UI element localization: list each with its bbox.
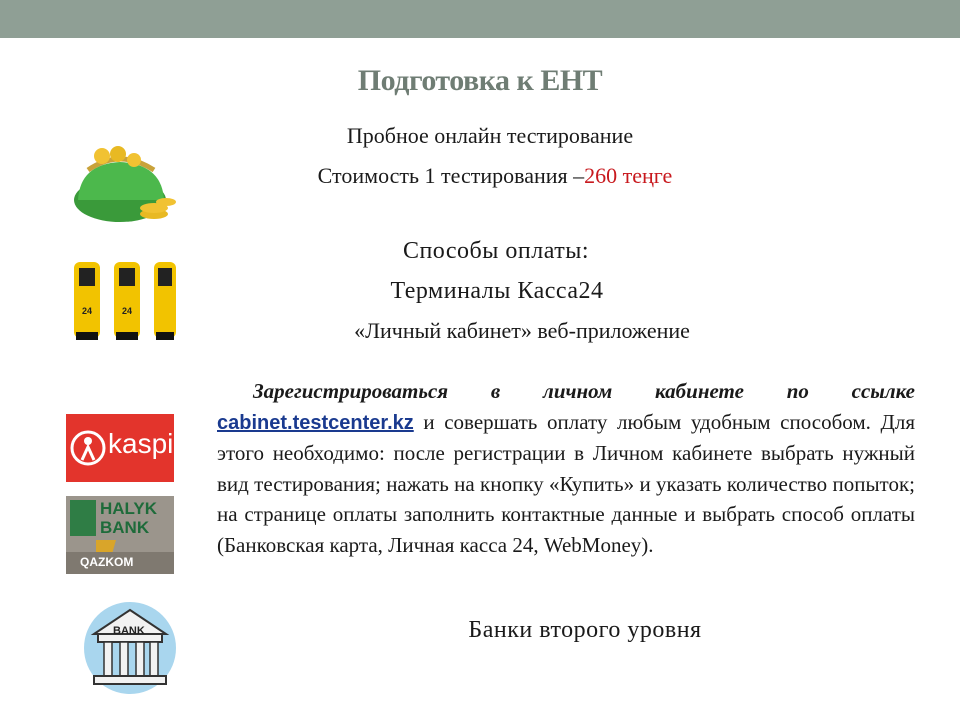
trial-text: Пробное онлайн тестирование bbox=[346, 123, 634, 148]
payment-heading: Способы оплаты: bbox=[402, 238, 590, 264]
cabinet-link[interactable]: cabinet.testcenter.kz bbox=[217, 411, 414, 434]
instructions-paragraph bbox=[217, 376, 915, 560]
top-band bbox=[0, 0, 960, 38]
svg-text:24: 24 bbox=[121, 306, 133, 316]
kaspi-wordmark: kaspi bbox=[108, 428, 174, 459]
slide-title: Подготовка к ЕНТ bbox=[357, 64, 603, 97]
instructions-body: и совершать оплату любым удобным способом. Для этого необходимо: после регистрации в Личном кабинете выбрать нужный вид тестирования; нажать на кнопку «Купить» и указать количество попыток; на странице оплаты заполнить контактные данные и выбрать способ оплаты (Банковская карта, Личная касса 24, WebMoney). bbox=[217, 409, 915, 557]
qazkom-wordmark: QAZKOM bbox=[80, 555, 134, 569]
bank-sign-text: BANK bbox=[113, 625, 145, 637]
instructions-lead: Зарегистрироваться в личном кабинете по ссылке bbox=[253, 379, 915, 403]
halyk-wordmark: HALYK BANK bbox=[100, 499, 157, 537]
cabinet-app-text: «Личный кабинет» веб-приложение bbox=[354, 318, 690, 343]
wallet-coins-icon bbox=[70, 142, 180, 226]
terminals-text: Терминалы Касса24 bbox=[390, 278, 604, 304]
banks-text: Банки второго уровня bbox=[468, 617, 702, 643]
kassa24-terminals-icon bbox=[70, 258, 182, 342]
halyk-qazkom-logo bbox=[66, 496, 174, 574]
kaspi-logo bbox=[66, 414, 174, 482]
cost-label: Стоимость 1 тестирования – bbox=[317, 163, 585, 188]
cost-price: 260 теңге bbox=[584, 163, 673, 188]
bank-building-icon bbox=[80, 600, 184, 696]
svg-text:24: 24 bbox=[81, 306, 93, 316]
